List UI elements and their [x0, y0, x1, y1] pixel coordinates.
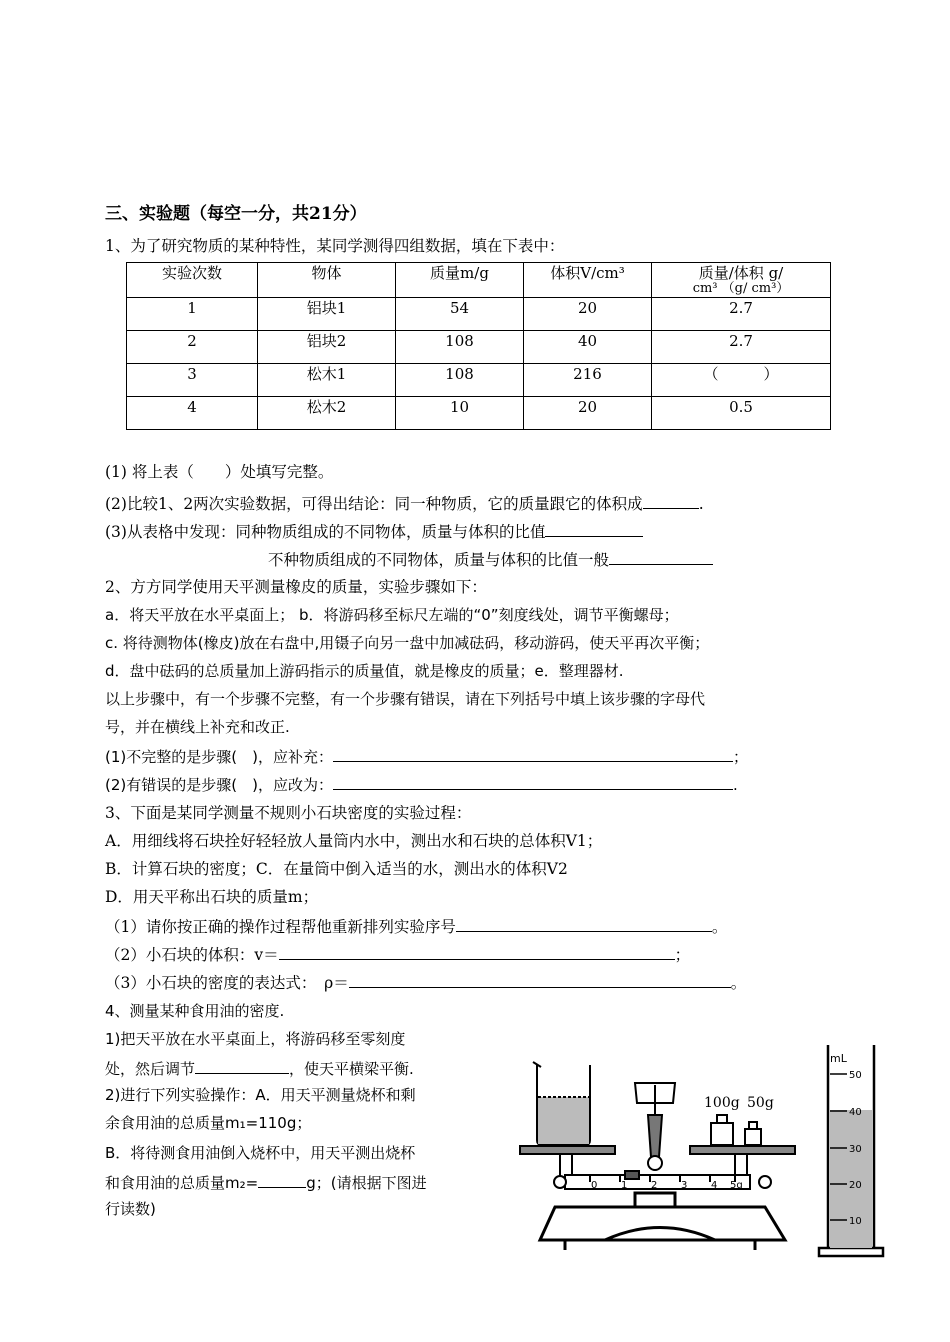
- cylinder-tick-label: 10: [849, 1216, 862, 1227]
- table-cell: 20: [524, 298, 652, 331]
- q2-sub2: [105, 773, 738, 795]
- answer-blank[interactable]: [545, 520, 643, 537]
- q4-line2-text: 处，然后调节: [105, 1060, 196, 1078]
- section-title: 三、实验题（每空一分，共21分）: [105, 204, 367, 224]
- answer-blank[interactable]: [349, 971, 731, 988]
- table-cell: 0.5: [652, 397, 831, 430]
- q3-sub1: [105, 915, 727, 937]
- rider-tick-label: 0: [591, 1180, 598, 1191]
- table-cell: 1: [127, 298, 258, 331]
- table-cell: 2.7: [652, 298, 831, 331]
- q1-sub3a-text: (3)从表格中发现：同种物质组成的不同物体，质量与体积的比值: [105, 523, 546, 541]
- header-trial: 实验次数: [127, 263, 258, 298]
- header-ratio-line1: 质量/体积 g/: [698, 264, 784, 282]
- q3-sub1-text: （1）请你按正确的操作过程帮他重新排列实验序号: [105, 918, 456, 936]
- table-row: [127, 298, 831, 331]
- rider-tick-label: 3: [681, 1180, 688, 1191]
- table-cell: 20: [524, 397, 652, 430]
- table-cell: 2: [127, 331, 258, 364]
- cylinder-tick-label: 40: [849, 1107, 862, 1118]
- table-cell: 40: [524, 331, 652, 364]
- q2-sub2-text: (2)有错误的是步骤( )，应改为：: [105, 776, 333, 794]
- answer-blank[interactable]: [258, 1171, 306, 1188]
- answer-blank[interactable]: [333, 745, 733, 762]
- q4-line5: B．将待测食用油倒入烧杯中，用天平测出烧杯: [105, 1144, 416, 1162]
- balance-figure: [515, 1045, 815, 1270]
- header-mass: 质量m/g: [396, 263, 524, 298]
- q4-line6-text: 和食用油的总质量m₂=: [105, 1174, 259, 1192]
- q4-intro: 4、测量某种食用油的密度.: [105, 1002, 285, 1020]
- q2-para1: 以上步骤中，有一个步骤不完整，有一个步骤有错误，请在下列括号中填上该步骤的字母代: [105, 690, 706, 708]
- cylinder-tick-label: 20: [849, 1180, 862, 1191]
- table-row: [127, 364, 831, 397]
- cylinder-tick-label: 30: [849, 1144, 862, 1155]
- pointer-scale: [635, 1083, 675, 1170]
- q4-line3: 2)进行下列实验操作：A．用天平测量烧杯和剩: [105, 1086, 416, 1104]
- table-header-row: [127, 263, 831, 298]
- q3-step-b: B．计算石块的密度；C．在量筒中倒入适当的水，测出水的体积V2: [105, 860, 568, 878]
- table-cell: 216: [524, 364, 652, 397]
- balance-nut-icon: [554, 1176, 566, 1188]
- table-cell: 2.7: [652, 331, 831, 364]
- answer-blank[interactable]: [333, 773, 733, 790]
- q1-sub3a: [105, 520, 643, 542]
- weight-50g-icon: [745, 1122, 761, 1145]
- table-cell: 54: [396, 298, 524, 331]
- q2-para2: 号，并在横线上补充和改正.: [105, 718, 290, 736]
- answer-blank[interactable]: [456, 915, 712, 932]
- header-ratio-line2: cm³ （g/ cm³）: [692, 281, 790, 296]
- table-cell: 3: [127, 364, 258, 397]
- table-cell: 铝块2: [258, 331, 396, 364]
- data-table: [126, 262, 831, 430]
- q4-line7: 行读数): [105, 1200, 156, 1218]
- q4-line2-end: ，使天平横梁平衡.: [289, 1060, 414, 1078]
- q1-sub2-text: (2)比较1、2两次实验数据，可得出结论：同一种物质，它的质量跟它的体积成: [105, 495, 643, 513]
- q1-intro: 1、为了研究物质的某种特性，某同学测得四组数据，填在下表中：: [105, 237, 565, 255]
- q2-sub2-end: .: [732, 776, 738, 794]
- q3-step-a: A．用细线将石块拴好轻轻放人量筒内水中，测出水和石块的总体积V1；: [105, 832, 603, 850]
- weight-100g-label: 100g: [704, 1095, 740, 1111]
- header-ratio: [652, 263, 831, 298]
- weight-100g-icon: [711, 1115, 733, 1145]
- q3-sub1-end: 。: [711, 918, 728, 936]
- q3-sub2: [105, 943, 690, 965]
- answer-blank[interactable]: [643, 492, 699, 509]
- q1-sub1: (1) 将上表（ ）处填写完整。: [105, 463, 334, 481]
- q3-sub3-end: 。: [730, 974, 747, 992]
- table-cell: 松木2: [258, 397, 396, 430]
- q2-sub1: [105, 745, 748, 767]
- answer-blank[interactable]: [279, 943, 675, 960]
- table-cell: 4: [127, 397, 258, 430]
- balance-nut-icon: [759, 1176, 771, 1188]
- q2-sub1-end: ；: [732, 748, 748, 766]
- beaker-icon: [533, 1062, 590, 1145]
- table-cell: 108: [396, 364, 524, 397]
- q3-sub3-text: （3）小石块的密度的表达式： ρ＝: [105, 974, 349, 992]
- q1-sub2-end: .: [698, 495, 704, 513]
- rider-tick-label: 2: [651, 1180, 658, 1191]
- answer-blank[interactable]: [195, 1057, 289, 1074]
- q4-line6: [105, 1171, 427, 1193]
- q3-sub2-end: ；: [674, 946, 691, 964]
- answer-blank[interactable]: [609, 548, 713, 565]
- q3-step-d: D．用天平称出石块的质量m；: [105, 888, 319, 906]
- q3-sub3: [105, 971, 746, 993]
- graduated-cylinder: [815, 1040, 887, 1265]
- q3-sub2-text: （2）小石块的体积：v＝: [105, 946, 279, 964]
- q1-sub2: [105, 492, 704, 514]
- table-row: [127, 397, 831, 430]
- table-row: [127, 331, 831, 364]
- rider-tick-label: 5g: [730, 1180, 743, 1191]
- weight-50g-label: 50g: [747, 1095, 774, 1111]
- rider-tick-label: 4: [711, 1180, 718, 1191]
- cylinder-tick-label: 50: [849, 1070, 862, 1081]
- balance-base: [540, 1193, 785, 1250]
- header-object: 物体: [258, 263, 396, 298]
- q2-sub1-text: (1)不完整的是步骤( )，应补充：: [105, 748, 333, 766]
- q4-line1: 1)把天平放在水平桌面上，将游码移至零刻度: [105, 1030, 406, 1048]
- q4-line2: [105, 1057, 414, 1079]
- q2-step-d: d．盘中砝码的总质量加上游码指示的质量值，就是橡皮的质量；e．整理器材.: [105, 662, 624, 680]
- table-cell: 10: [396, 397, 524, 430]
- q3-intro: 3、下面是某同学测量不规则小石块密度的实验过程：: [105, 804, 472, 822]
- answer-blank-cell[interactable]: （ ）: [652, 364, 831, 397]
- rider-tick-label: 1: [621, 1180, 628, 1191]
- table-cell: 铝块1: [258, 298, 396, 331]
- table-cell: 松木1: [258, 364, 396, 397]
- table-cell: 108: [396, 331, 524, 364]
- q4-line4: 余食用油的总质量m₁=110g；: [105, 1114, 312, 1132]
- q1-sub3b-text: 不种物质组成的不同物体，质量与体积的比值一般: [268, 551, 610, 569]
- header-volume: 体积V/cm³: [524, 263, 652, 298]
- q4-line6-end: g；(请根据下图进: [306, 1174, 427, 1192]
- q1-sub3b: [268, 548, 713, 570]
- q2-intro: 2、方方同学使用天平测量橡皮的质量，实验步骤如下：: [105, 578, 487, 596]
- q2-step-a: a．将天平放在水平桌面上； b．将游码移至标尺左端的“0”刻度线处，调节平衡螺母；: [105, 606, 679, 624]
- cylinder-unit-label: mL: [830, 1052, 847, 1065]
- q2-step-c: c. 将待测物体(橡皮)放在右盘中,用镊子向另一盘中加减砝码，移动游码，使天平再次平衡；: [105, 634, 710, 652]
